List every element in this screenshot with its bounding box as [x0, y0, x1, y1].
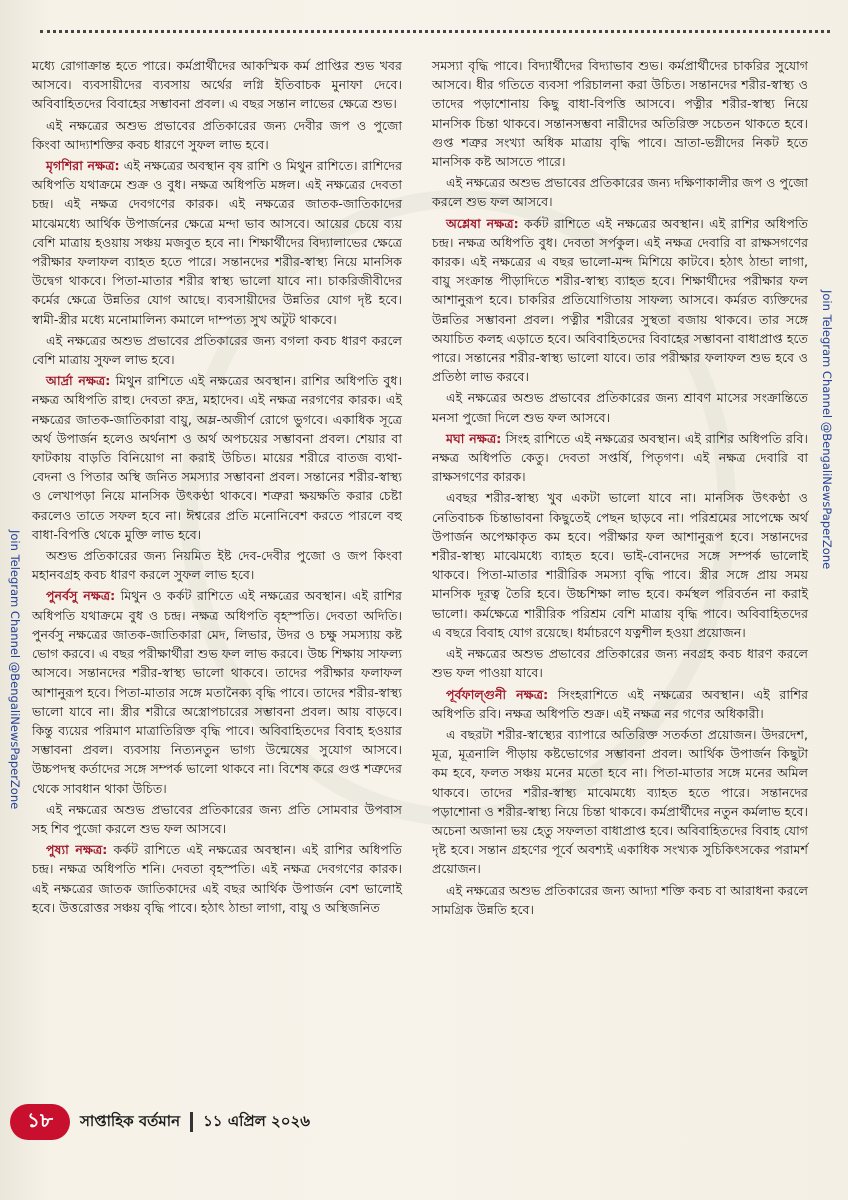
section-heading: পূর্বফাল্গুনী নক্ষত্র:	[446, 686, 549, 702]
section-heading: মঘা নক্ষত্র:	[446, 430, 502, 446]
section-heading: পুষ্যা নক্ষত্র:	[46, 842, 108, 858]
section-punarvasu	[32, 586, 402, 797]
issue-date: ১১ এপ্রিল ২০২৬	[203, 1111, 311, 1130]
section-heading: পুনর্বসু নক্ষত্র:	[46, 588, 116, 604]
section-text: সিংহরাশিতে এই নক্ষত্রের অবস্থান। এই রাশির অধিপতি রবি। নক্ষত্র অধিপতি শুক্র। এই নক্ষত্র নর গণের অধিকারী।	[432, 686, 808, 721]
paragraph: এই নক্ষত্রের অশুভ প্রভাবের প্রতিকারের জন্য শ্রাবণ মাসের সংক্রান্তিতে মনসা পুজো দিলে শুভ ফল আসবে।	[432, 390, 808, 425]
paragraph: এই নক্ষত্রের অশুভ প্রভাবের প্রতিকারের জন্য বগলা কবচ ধারণ করলে বেশি মাত্রায় সুফল লাভ হবে।	[32, 332, 402, 368]
section-text: এই নক্ষত্রের অবস্থান বৃষ রাশি ও মিথুন রাশিতে। রাশিদের অধিপতি যথাক্রমে শুক্র ও বুধ। নক্ষত্র অধিপতি মঙ্গল। এই নক্ষত্রের দেবতা চন্দ্র। এই নক্ষত্র দেবগণের কারক। এই নক্ষত্রের জাতক-জাতিকাদের মাঝেমধ্যে আর্থিক উপার্জনের ক্ষেত্রে মন্দা ভাব আসবে। আয়ের চেয়ে ব্যয় বেশি মাত্রায় হওয়ায় সঞ্চয় মজবুত হবে না। শিক্ষার্থীদের বিদ্যালাভের ক্ষেত্রে পরীক্ষার ফলাফল ব্যাহত হতে পারে। সন্তানদের শরীর-স্বাস্থ্য নিয়ে মানসিক উদ্বেগ থাকবে। পিতা-মাতার শরীর স্বাস্থ্য ভালো যাবে না। চাকরিজীবীদের কর্মের ক্ষেত্রে উন্নতির যোগ আছে। ব্যবসায়ীদের উন্নতির যোগ দৃষ্ট হবে। স্বামী-স্ত্রীর মধ্যে মনোমালিন্য কমালে দাম্পত্য সুখ অটুট থাকবে।	[32, 158, 402, 327]
section-heading: মৃগশিরা নক্ষত্র:	[46, 158, 120, 174]
section-text: কর্কট রাশিতে এই নক্ষত্রের অবস্থান। এই রাশির অধিপতি চন্দ্র। নক্ষত্র অধিপতি বুধ। দেবতা সর্পকুল। এই নক্ষত্র দেবারি বা রাক্ষসগণের কারক। এই নক্ষত্রের এ বছর ভালো-মন্দ মিশিয়ে কাটবে। হঠাৎ ঠান্ডা লাগা, বায়ু সংক্রান্ত পীড়াদিতে শরীর-স্বাস্থ্য ব্যাহত হবে। শিক্ষার্থীদের পরীক্ষার ফল আশানুরূপ হবে। চাকরির প্রতিযোগিতায় সাফল্য আসবে। কর্মরত ব্যক্তিদের উন্নতির সম্ভাবনা প্রবল। পত্নীর শরীরের সুস্থতা বজায় থাকবে। তার সঙ্গে অযাচিত কলহ এড়াতে হবে। অবিবাহিতদের বিবাহের সম্ভাবনা বাধাপ্রাপ্ত হতে পারে। সন্তানের শরীর-স্বাস্থ্য ভালো যাবে। তার পরীক্ষার ফলাফল শুভ হবে ও প্রতিষ্ঠা লাভ করবে।	[432, 215, 808, 385]
section-ardra	[32, 371, 402, 544]
section-magha	[432, 429, 808, 487]
paragraph: এই নক্ষত্রের অশুভ প্রভাবের প্রতিকারের জন্য দেবীর জপ ও পুজো কিংবা আদ্যাশক্তির কবচ ধারণে সুফল লাভ হবে।	[32, 117, 402, 152]
section-pushya	[32, 840, 402, 917]
section-ashlesha	[432, 214, 808, 387]
paragraph: সমস্যা বৃদ্ধি পাবে। বিদ্যার্থীদের বিদ্যাভাব শুভ। কর্মপ্রার্থীদের চাকরির সুযোগ আসবে। ধীর গতিতে ব্যবসা পরিচালনা করা উচিত। সন্তানদের শরীর-স্বাস্থ্য ও তাদের পড়াশোনায় কিছু বাধা-বিপত্তি আসবে। পত্নীর শরীর-স্বাস্থ্য নিয়ে মানসিক চিন্তা থাকবে। সন্তানসম্ভবা নারীদের অতিরিক্ত সচেতন থাকতে হবে। গুপ্ত শত্রুর সংখ্যা অধিক মাত্রায় বৃদ্ধি পাবে। ভ্রাতা-ভগ্নীদের নিকট হতে মানসিক কষ্ট আসতে পারে।	[432, 58, 808, 170]
section-text: মিথুন রাশিতে এই নক্ষত্রের অবস্থান। রাশির অধিপতি বুধ। নক্ষত্র অধিপতি রাহু। দেবতা রুদ্র, মহাদেব। এই নক্ষত্র নরগণের কারক। এই নক্ষত্রের জাতক-জাতিকারা বায়ু, অম্ল-অজীর্ণ রোগে ভুগবে। একাধিক সূত্রে অর্থ উপার্জন হলেও অর্থনাশ ও অর্থ অপচয়ের সম্ভাবনা প্রবল। শেয়ার বা ফাটকায় বাড়তি বিনিয়োগ না করাই উচিত। মায়ের শরীরে বাতজ ব্যথা-বেদনা ও পিতার অস্থি জনিত সমস্যার সম্ভাবনা প্রবল। সন্তানের শরীর-স্বাস্থ্য ও লেখাপড়া নিয়ে মানসিক উৎকণ্ঠা থাকবে। শত্রুরা ক্ষয়ক্ষতি করার চেষ্টা করলেও তাতে সফল হবে না। ঈশ্বরের প্রতি মনোনিবেশ করতে পারলে বহু বাধা-বিপত্তি থেকে মুক্তি লাভ হবে।	[32, 373, 402, 542]
page-number-badge: ১৮	[10, 1104, 70, 1140]
telegram-watermark-left: Join Telegram Channel @BengaliNewsPaperZone	[8, 530, 22, 810]
paragraph: অশুভ প্রতিকারের জন্য নিয়মিত ইষ্ট দেব-দেবীর পুজো ও জপ কিংবা মহানবগ্রহ কবচ ধারণ করলে সুফল লাভ হবে।	[32, 548, 402, 583]
paragraph: মধ্যে রোগাক্রান্ত হতে পারে। কর্মপ্রার্থীদের আকস্মিক কর্ম প্রাপ্তির শুভ খবর আসবে। ব্যবসায়ীদের ব্যবসায় অর্থের লগ্নি ইতিবাচক মুনাফা দেবে। অবিবাহিতদের বিবাহের সম্ভাবনা প্রবল। এ বছর সন্তান লাভের ক্ষেত্রে শুভ।	[32, 58, 402, 112]
footer-divider	[190, 1112, 193, 1132]
left-column	[32, 56, 402, 919]
section-heading: আর্দ্রা নক্ষত্র:	[46, 373, 111, 389]
paragraph: এই নক্ষত্রের অশুভ প্রভাবের প্রতিকারের জন্য নবগ্রহ কবচ ধারণ করলে শুভ ফল পাওয়া যাবে।	[432, 646, 808, 681]
top-dotted-rule	[40, 30, 830, 33]
publication-name: সাপ্তাহিক বর্তমান	[80, 1111, 181, 1130]
section-purvaphalguni	[432, 685, 808, 723]
section-text: কর্কট রাশিতে এই নক্ষত্রের অবস্থান। এই রাশির অধিপতি চন্দ্র। নক্ষত্র অধিপতি শনি। দেবতা বৃহস্পতি। এই নক্ষত্র দেবগণের কারক। এই নক্ষত্রের জাতক জাতিকাদের এই বছর আর্থিক উপার্জন বেশ ভালোই হবে। উত্তরোত্তর সঞ্চয় বৃদ্ধি পাবে। হঠাৎ ঠান্ডা লাগা, বায়ু ও অস্থিজনিত	[32, 842, 402, 915]
right-column	[432, 56, 808, 921]
section-heading: অশ্লেষা নক্ষত্র:	[446, 215, 519, 231]
section-mrigashira	[32, 156, 402, 329]
telegram-watermark-right: Join Telegram Channel @BengaliNewsPaperZone	[820, 290, 834, 570]
section-text: সিংহ রাশিতে এই নক্ষত্রের অবস্থান। এই রাশির অধিপতি রবি। নক্ষত্র অধিপতি কেতু। দেবতা সপ্তর্ষি, পিতৃগণ। এই নক্ষত্র দেবারি বা রাক্ষসগণের কারক।	[432, 430, 808, 485]
paragraph: এই নক্ষত্রের অশুভ প্রভাবের প্রতিকারের জন্য দক্ষিণাকালীর জপ ও পুজো করলে শুভ ফল আসবে।	[432, 175, 808, 210]
page-footer	[10, 1102, 570, 1142]
paragraph: এবছর শরীর-স্বাস্থ্য খুব একটা ভালো যাবে না। মানসিক উৎকণ্ঠা ও নেতিবাচক চিন্তাভাবনা কিছুতেই পেছন ছাড়বে না। পরিশ্রমের সাপেক্ষে অর্থ উপার্জন অপেক্ষাকৃত কম হবে। পরীক্ষার ফল আশানুরূপ হবে। সন্তানদের শরীর-স্বাস্থ্য মাঝেমধ্যে ব্যাহত হবে। ভাই-বোনদের সঙ্গে সম্পর্ক ভালোই থাকবে। পিতা-মাতার শারীরিক সমস্যা বৃদ্ধি পাবে। স্ত্রীর সঙ্গে প্রায় সময় মানসিক দূরত্ব তৈরি হবে। উচ্চশিক্ষা লাভ হবে। কর্মস্থল পরিবর্তন না করাই ভালো। কর্মক্ষেত্রে শারীরিক পরিশ্রম বেশি মাত্রায় বৃদ্ধি পাবে। অবিবাহিতদের এ বছরে বিবাহ যোগ রয়েছে। ধর্মাচরণে যত্নশীল হওয়া প্রয়োজন।	[432, 490, 808, 640]
section-text: মিথুন ও কর্কট রাশিতে এই নক্ষত্রের অবস্থান। এই রাশির অধিপতি যথাক্রমে বুধ ও চন্দ্র। নক্ষত্র অধিপতি বৃহস্পতি। দেবতা অদিতি। পুনর্বসু নক্ষত্রের জাতক-জাতিকারা মেদ, লিভার, উদর ও চক্ষু সমস্যায় কষ্ট ভোগ করবে। এ বছর পরীক্ষার্থীরা শুভ ফল লাভ করবে। উচ্চ শিক্ষায় সাফল্য আসবে। সন্তানদের শরীর-স্বাস্থ্য ভালো থাকবে। তাদের পরীক্ষার ফলাফল আশানুরূপ হবে। পিতা-মাতার সঙ্গে মতানৈক্য বৃদ্ধি পাবে। তাদের শরীর-স্বাস্থ্য ভালো যাবে না। স্ত্রীর শরীরে অস্ত্রোপচারের সম্ভাবনা প্রবল। আয় বাড়বে। কিন্তু ব্যয়ের পরিমাণ মাত্রাতিরিক্ত বৃদ্ধি পাবে। অবিবাহিতদের বিবাহ হওয়ার সম্ভাবনা প্রবল। ব্যবসায় নিত্যনতুন ভাগ্য উন্মেষের সুযোগ আসবে। উচ্চপদস্থ কর্তাদের সঙ্গে সম্পর্ক ভালো থাকবে না। বিশেষ করে গুপ্ত শত্রুদের থেকে সাবধান থাকা উচিত।	[32, 588, 402, 796]
paragraph: এই নক্ষত্রের অশুভ প্রভাবের প্রতিকারের জন্য প্রতি সোমবার উপবাস সহ শিব পুজো করলে শুভ ফল আসবে।	[32, 801, 402, 836]
paragraph: এ বছরটা শরীর-স্বাস্থ্যের ব্যাপারে অতিরিক্ত সতর্কতা প্রয়োজন। উদরদেশ, মূত্র, মূত্রনালি পীড়ায় কষ্টভোগের সম্ভাবনা প্রবল। আর্থিক উপার্জন কিছুটা কম হবে, ফলত সঞ্চয় মনের মতো হবে না। পিতা-মাতার সঙ্গে মনের অমিল থাকবে। তাদের শরীর-স্বাস্থ্য মাঝেমধ্যে ব্যাহত হতে পারে। সন্তানদের পড়াশোনা ও শরীর-স্বাস্থ্য নিয়ে চিন্তা থাকবে। কর্মপ্রার্থীদের নতুন কর্মলাভ হবে। অচেনা অজানা ভয় হেতু সফলতা বাধাপ্রাপ্ত হবে। অবিবাহিতদের বিবাহ যোগ দৃষ্ট হবে। সন্তান গ্রহণের পূর্বে অবশ্যই একাধিক সংখ্যক সুচিকিৎসকের পরামর্শ প্রয়োজন।	[432, 726, 808, 877]
paragraph: এই নক্ষত্রের অশুভ প্রতিকারের জন্য আদ্যা শক্তি কবচ বা আরাধনা করলে সামগ্রিক উন্নতি হবে।	[432, 882, 808, 917]
